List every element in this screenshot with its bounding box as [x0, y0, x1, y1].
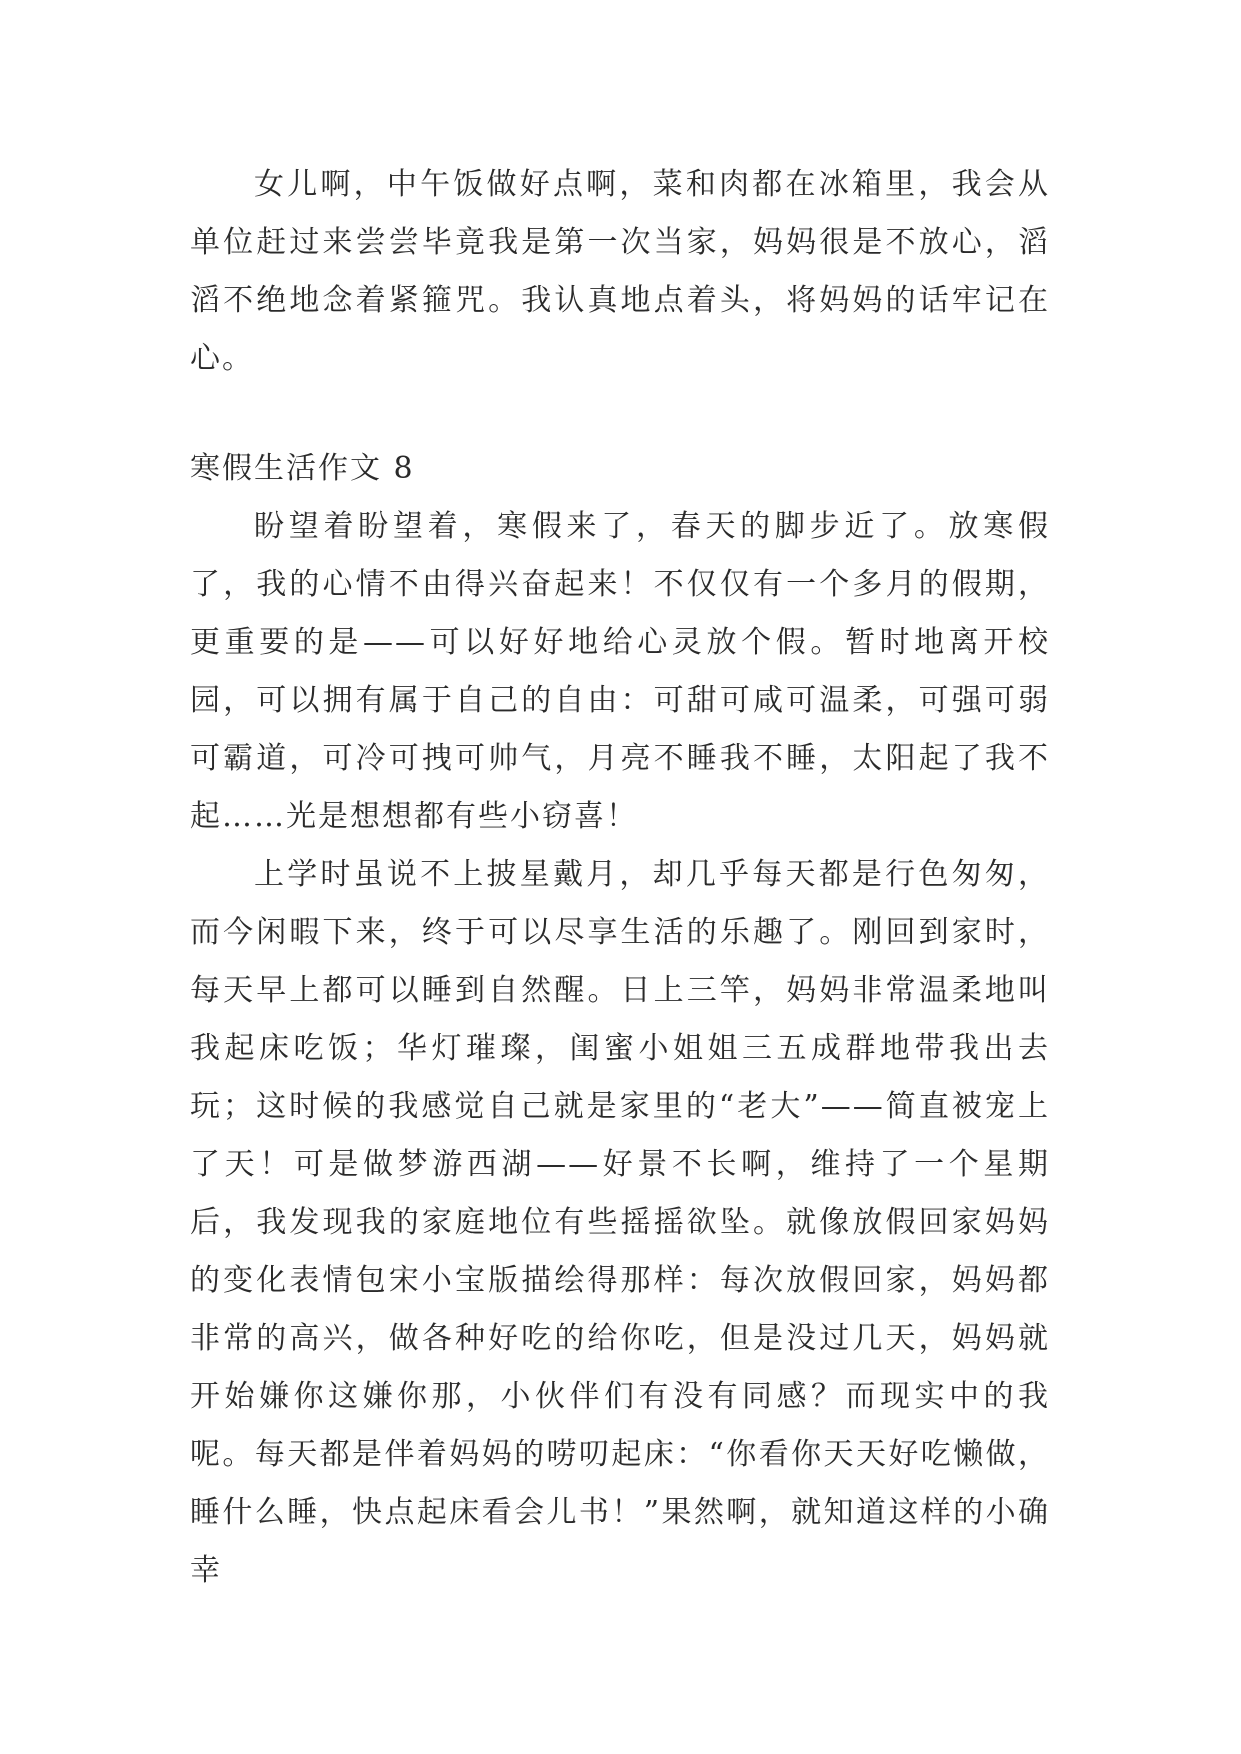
paragraph-winter-break-arrives: 盼望着盼望着，寒假来了，春天的脚步近了。放寒假了，我的心情不由得兴奋起来！不仅仅有一个多月的假期，更重要的是——可以好好地给心灵放个假。暂时地离开校园，可以拥有属于自己的自由：可甜可咸可温柔，可强可弱可霸道，可冷可拽可帅气，月亮不睡我不睡，太阳起了我不起……光是想想都有些小窃喜！	[190, 509, 1050, 834]
paragraph-daily-life: 上学时虽说不上披星戴月，却几乎每天都是行色匆匆，而今闲暇下来，终于可以尽享生活的乐趣了。刚回到家时，每天早上都可以睡到自然醒。日上三竿，妈妈非常温柔地叫我起床吃饭；华灯璀璨，闺蜜小姐姐三五成群地带我出去玩；这时候的我感觉自己就是家里的“老大”——简直被宠上了天！可是做梦游西湖——好景不长啊，维持了一个星期后，我发现我的家庭地位有些摇摇欲坠。就像放假回家妈妈的变化表情包宋小宝版描绘得那样：每次放假回家，妈妈都非常的高兴，做各种好吃的给你吃，但是没过几天，妈妈就开始嫌你这嫌你那，小伙伴们有没有同感？而现实中的我呢。每天都是伴着妈妈的唠叨起床：“你看你天天好吃懒做，睡什么睡，快点起床看会儿书！”果然啊，就知道这样的小确幸	[190, 857, 1050, 1588]
document-body	[190, 156, 1050, 1600]
section-heading: 寒假生活作文 8	[190, 451, 415, 486]
paragraph-mother-instructions: 女儿啊，中午饭做好点啊，菜和肉都在冰箱里，我会从单位赶过来尝尝毕竟我是第一次当家，妈妈很是不放心，滔滔不绝地念着紧箍咒。我认真地点着头，将妈妈的话牢记在心。	[190, 167, 1050, 376]
